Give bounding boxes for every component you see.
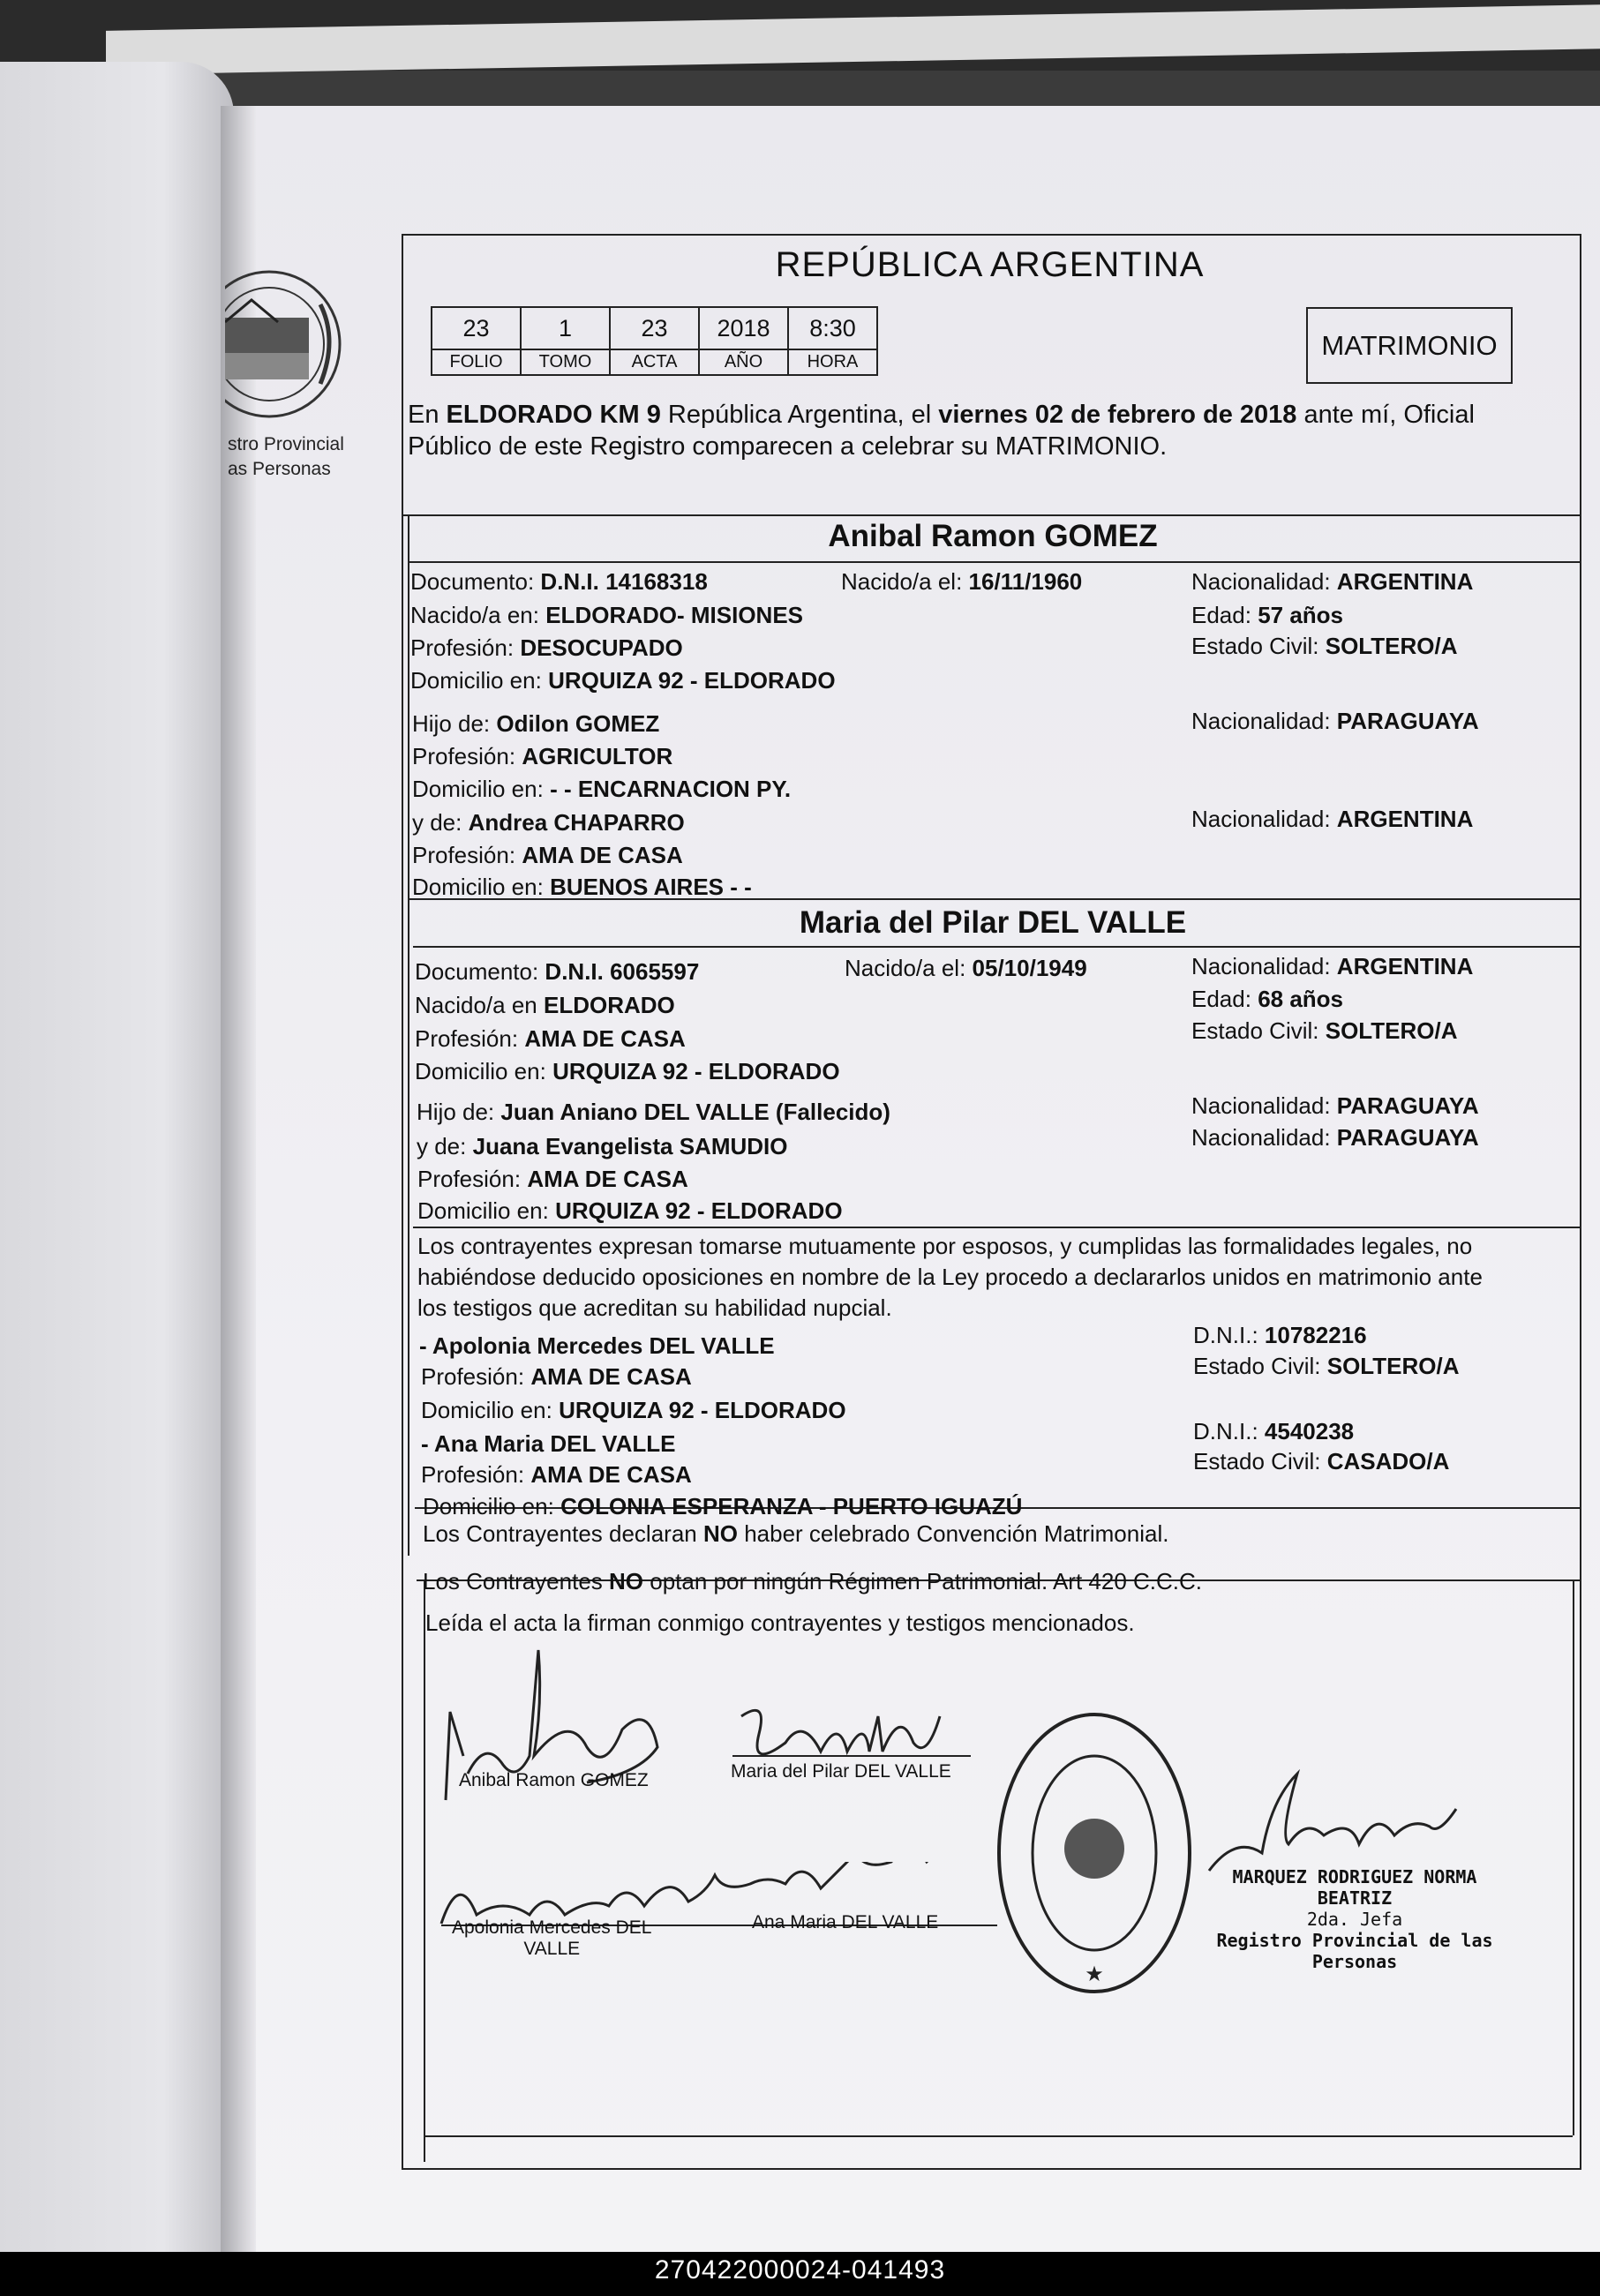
spouse2-address: Domicilio en: URQUIZA 92 - ELDORADO	[415, 1058, 840, 1084]
hour-label: HORA	[788, 349, 877, 375]
left-rule	[408, 514, 409, 1556]
acta-value: 23	[610, 307, 699, 349]
spouse2-civil: Estado Civil: SOLTERO/A	[1191, 1017, 1458, 1044]
misiones-seal-logo	[225, 269, 344, 424]
right-rule	[1573, 1579, 1574, 2135]
witness2-civil: Estado Civil: CASADO/A	[1193, 1448, 1450, 1474]
logo-caption: stro Provincial as Personas	[228, 434, 344, 479]
patrimonial-regime-statement: Los Contrayentes NO optan por ningún Régimen Patrimonial. Art 420 C.C.C.	[423, 1568, 1203, 1594]
convention-statement: Los Contrayentes declaran NO haber celebrado Convención Matrimonial.	[423, 1520, 1169, 1547]
register-table	[431, 306, 878, 376]
tomo-value: 1	[521, 307, 610, 349]
official-stamp	[993, 1707, 1196, 1999]
document-title: REPÚBLICA ARGENTINA	[775, 245, 1205, 284]
spouse1-father-address: Domicilio en: - - ENCARNACION PY.	[412, 776, 792, 802]
divider	[413, 946, 1580, 948]
spouse2-father-nationality: Nacionalidad: PARAGUAYA	[1191, 1092, 1479, 1119]
spouse1-mother-profession: Profesión: AMA DE CASA	[412, 842, 683, 868]
hour-value: 8:30	[788, 307, 877, 349]
document-code: 270422000024-041493	[654, 2255, 946, 2285]
tomo-label: TOMO	[521, 349, 610, 375]
spouse1-age: Edad: 57 años	[1191, 602, 1344, 628]
divider	[424, 2135, 1573, 2137]
witness1-address: Domicilio en: URQUIZA 92 - ELDORADO	[421, 1397, 846, 1423]
spouse2-mother-profession: Profesión: AMA DE CASA	[417, 1166, 688, 1192]
spouse2-birthplace: Nacido/a en ELDORADO	[415, 992, 675, 1018]
spouse1-father-nationality: Nacionalidad: PARAGUAYA	[1191, 708, 1479, 734]
spouse2-birth: Nacido/a el: 05/10/1949	[845, 955, 1087, 981]
signature-label-spouse2: Maria del Pilar DEL VALLE	[731, 1761, 951, 1782]
spouse1-mother-address: Domicilio en: BUENOS AIRES - -	[412, 874, 752, 900]
left-rule	[424, 1579, 425, 2162]
spouse2-mother-address: Domicilio en: URQUIZA 92 - ELDORADO	[417, 1197, 843, 1224]
spouse2-doc: Documento: D.N.I. 6065597	[415, 958, 700, 985]
spouse2-father: Hijo de: Juan Aniano DEL VALLE (Fallecido)	[417, 1099, 890, 1125]
divider	[402, 514, 1580, 516]
official-title: 2da. Jefa	[1306, 1909, 1403, 1930]
year-label: AÑO	[699, 349, 788, 375]
spouse1-birthplace: Nacido/a en: ELDORADO- MISIONES	[410, 602, 804, 628]
official-block	[1196, 1866, 1514, 1972]
witness1-profession: Profesión: AMA DE CASA	[421, 1363, 692, 1390]
divider	[408, 561, 1580, 563]
spouse1-doc: Documento: D.N.I. 14168318	[410, 568, 708, 595]
book-gutter	[221, 106, 256, 2259]
svg-text:★: ★	[1085, 1962, 1104, 1986]
spouse2-nationality: Nacionalidad: ARGENTINA	[1191, 953, 1474, 979]
spouse2-mother-nationality: Nacionalidad: PARAGUAYA	[1191, 1124, 1479, 1151]
signature-label-witness1: Apolonia Mercedes DEL VALLE	[452, 1917, 652, 1959]
official-name: MARQUEZ RODRIGUEZ NORMA BEATRIZ	[1232, 1866, 1477, 1909]
acta-label: ACTA	[610, 349, 699, 375]
official-office: Registro Provincial de las Personas	[1216, 1930, 1493, 1972]
act-type-box: MATRIMONIO	[1306, 307, 1513, 384]
intro-paragraph: En ELDORADO KM 9 República Argentina, el viernes 02 de febrero de 2018 ante mí, Oficial Público de este Registro comparecen a celebrar su MATRIMONIO.	[408, 401, 1475, 461]
witness1-civil: Estado Civil: SOLTERO/A	[1193, 1353, 1460, 1379]
divider	[413, 1227, 1580, 1228]
spouse1-birth: Nacido/a el: 16/11/1960	[841, 568, 1083, 595]
declaration-paragraph: Los contrayentes expresan tomarse mutuamente por esposos, y cumplidas las formalidades legales, no habiéndose deducido oposiciones en nombre de la Ley procedo a declararlos unidos en matrimonio ante los testigos que acreditan su habilidad nupcial.	[417, 1233, 1483, 1321]
witness1-dni: D.N.I.: 10782216	[1193, 1322, 1367, 1348]
left-page	[0, 62, 234, 2259]
spouse1-mother: y de: Andrea CHAPARRO	[412, 809, 685, 836]
spouse1-mother-nationality: Nacionalidad: ARGENTINA	[1191, 806, 1474, 832]
signature-label-witness2: Ana Maria DEL VALLE	[752, 1912, 939, 1932]
signature-label-spouse1: Anibal Ramon GOMEZ	[459, 1770, 649, 1790]
witness2-name: - Ana Maria DEL VALLE	[421, 1430, 676, 1457]
witness2-address: Domicilio en: COLONIA ESPERANZA - PUERTO IGUAZÚ	[423, 1493, 1023, 1519]
spouse1-father: Hijo de: Odilon GOMEZ	[412, 710, 660, 737]
closing-statement: Leída el acta la firman conmigo contrayentes y testigos mencionados.	[425, 1609, 1135, 1636]
spouse1-profession: Profesión: DESOCUPADO	[410, 634, 683, 661]
signature-spouse1	[432, 1641, 697, 1818]
spouse1-nationality: Nacionalidad: ARGENTINA	[1191, 568, 1474, 595]
spouse2-age: Edad: 68 años	[1191, 986, 1344, 1012]
folio-value: 23	[432, 307, 521, 349]
background-top	[0, 0, 1600, 71]
spouse1-civil: Estado Civil: SOLTERO/A	[1191, 633, 1458, 659]
witness1-name: - Apolonia Mercedes DEL VALLE	[419, 1332, 775, 1359]
spouse1-name: Anibal Ramon GOMEZ	[828, 519, 1158, 553]
spouse2-name: Maria del Pilar DEL VALLE	[799, 905, 1187, 940]
witness2-profession: Profesión: AMA DE CASA	[421, 1461, 692, 1488]
spouse1-father-profession: Profesión: AGRICULTOR	[412, 743, 673, 769]
witness2-dni: D.N.I.: 4540238	[1193, 1418, 1355, 1444]
year-value: 2018	[699, 307, 788, 349]
spouse1-address: Domicilio en: URQUIZA 92 - ELDORADO	[410, 667, 836, 694]
spouse2-mother: y de: Juana Evangelista SAMUDIO	[417, 1133, 788, 1159]
spouse2-profession: Profesión: AMA DE CASA	[415, 1025, 686, 1052]
folio-label: FOLIO	[432, 349, 521, 375]
